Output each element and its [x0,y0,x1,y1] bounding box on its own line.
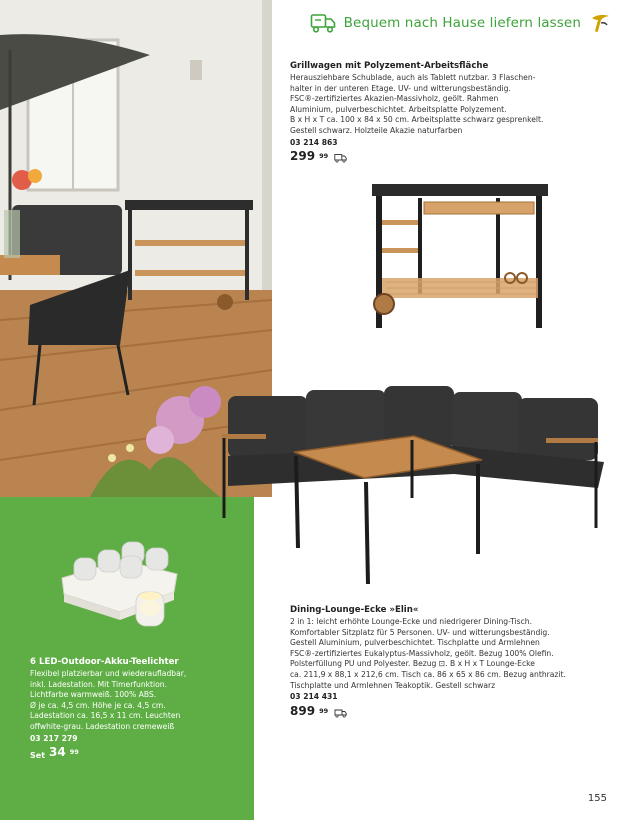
grill-cart-title: Grillwagen mit Polyzement-Arbeitsfläche [290,61,489,71]
dining-lounge-image[interactable] [214,378,614,598]
led-teelights-info [30,656,250,762]
grill-cart-price[interactable] [290,151,590,163]
led-teelights-price[interactable] [30,747,250,762]
grill-cart-price-main: 299 [290,149,316,164]
delivery-truck-icon [334,153,347,163]
led-teelights-description: Flexibel platzierbar und wiederaufladbar, inkl. Ladestation. Mit Timerfunktion. Lichtfarbe warmweiß. 100% ABS. Ø je ca. 4,5 cm. Höhe je ca. 4,5 cm. Ladestation ca. 16,5 x 11 cm. Leuchten offwhite-grau. Ladestation cremeweiß [30,669,187,731]
page-number: 155 [587,793,607,804]
dining-lounge-description: 2 in 1: leicht erhöhte Lounge-Ecke und niedrigerer Dining-Tisch. Komfortabler Sitzplatz für 5 Personen. UV- und witterungsbeständig. Gestell Aluminium, pulverbeschichtet. Tischplatte und Armlehnen FSC®-zertifiziertes Eukalyptus-Massivholz, geölt. Bezug 100% Olefin. Polsterfüllung PU und Polyester. Bezug ⊡. B x H x T Lounge-Ecke ca. 211,9 x 88,1 x 212,6 cm. Tisch ca. 86 x 65 x 86 cm. Bezug anthrazit. Tischplatte und Armlehnen Teakoptik. Gestell schwarz [290,617,566,690]
led-teelights-price-main: 34 [49,745,66,760]
grill-cart-info [290,60,590,163]
dining-lounge-sku: 03 214 431 [290,692,338,702]
dining-lounge-price-main: 899 [290,703,316,718]
tchibo-logo-icon [589,12,611,34]
dining-lounge-price-cents: 99 [319,706,329,715]
led-teelights-price-cents: 99 [69,748,79,757]
grill-cart-description: Herausziehbare Schublade, auch als Tablett nutzbar. 3 Flaschen- halter in der unteren Etage. UV- und witterungsbeständig. FSC®-zertifiziertes Akazien-Massivholz, geölt. Rahmen Aluminium, pulverbeschichtet. Arbeitsplatte Polyzement. B x H x T ca. 100 x 84 x 50 cm. Arbeitsplatte schwarz gesprenkelt. Gestell schwarz. Holzteile Akazie naturfarben [290,73,544,135]
delivery-truck-icon [310,12,336,34]
delivery-slogan: Bequem nach Hause liefern lassen [343,15,581,31]
led-teelights-sku: 03 217 279 [30,733,78,743]
led-teelights-price-prefix: Set [30,751,46,761]
freight-delivery-icon [334,708,347,718]
grill-cart-price-cents: 99 [319,152,329,161]
dining-lounge-title: Dining-Lounge-Ecke »Elin« [290,605,419,615]
grill-cart-sku: 03 214 863 [290,137,338,147]
dining-lounge-price[interactable] [290,703,590,718]
dining-lounge-info [290,604,590,718]
grill-cart-image[interactable] [360,176,560,336]
led-teelights-title: 6 LED-Outdoor-Akku-Teelichter [30,657,179,667]
led-teelights-image[interactable] [52,530,192,640]
delivery-banner[interactable] [310,12,611,34]
